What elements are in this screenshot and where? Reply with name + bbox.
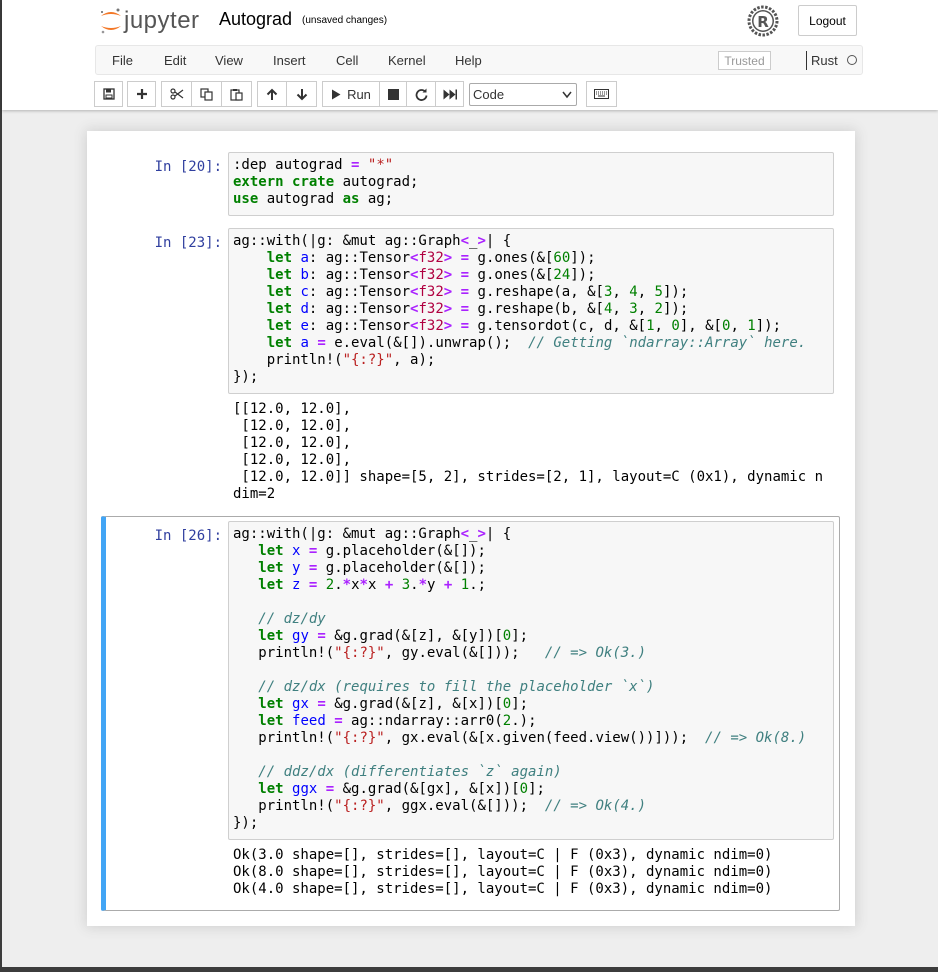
cell-2-prompt: In [23]: xyxy=(154,235,222,251)
cut-icon xyxy=(170,88,184,100)
command-palette-button[interactable] xyxy=(586,81,617,107)
save-button[interactable] xyxy=(94,81,123,107)
cut-button[interactable] xyxy=(161,81,192,107)
menu-edit[interactable]: Edit xyxy=(164,53,187,68)
menu-cell[interactable]: Cell xyxy=(336,53,359,68)
save-icon xyxy=(103,88,115,100)
notebook-title[interactable]: Autograd xyxy=(219,9,293,29)
menu-insert[interactable]: Insert xyxy=(273,53,306,68)
move-up-button[interactable] xyxy=(257,81,287,107)
run-label: Run xyxy=(347,86,371,102)
menu-kernel[interactable]: Kernel xyxy=(388,53,426,68)
jupyter-logo-icon xyxy=(98,6,124,36)
menu-file[interactable]: File xyxy=(112,53,133,68)
cell-3-prompt: In [26]: xyxy=(154,528,222,544)
cell-2-output: [[12.0, 12.0], [12.0, 12.0], [12.0, 12.0], [12.0, 12.0], [12.0, 12.0]] shape=[5, 2], strides=[2, 1], layout=C (0x1), dynamic n dim=2 xyxy=(233,401,824,502)
kernel-separator xyxy=(806,51,807,70)
kernel-idle-icon xyxy=(847,55,857,65)
play-icon xyxy=(331,89,341,100)
cell-2-editor[interactable] xyxy=(228,228,834,394)
jupyter-logo[interactable] xyxy=(98,4,200,38)
cell-3-editor[interactable] xyxy=(228,521,834,840)
fast-forward-icon xyxy=(443,89,457,100)
paste-button[interactable] xyxy=(221,81,252,107)
restart-button[interactable] xyxy=(406,81,436,107)
cell-type-select[interactable] xyxy=(469,83,577,106)
jupyter-logo-text: jupyter xyxy=(124,7,200,34)
restart-icon xyxy=(415,88,428,101)
kernel-name[interactable]: Rust xyxy=(811,53,838,68)
arrow-down-icon xyxy=(296,88,308,101)
cell-1-source[interactable]: :dep autograd = "*" extern crate autograd; use autograd as ag; xyxy=(233,157,419,207)
cell-3-output: Ok(3.0 shape=[], strides=[], layout=C | F (0x3), dynamic ndim=0) Ok(8.0 shape=[], strides=[], layout=C | F (0x3), dynamic ndim=0) Ok(4.0 shape=[], strides=[], layout=C | F (0x3), dynamic ndim=0) xyxy=(233,847,773,897)
cell-1-editor[interactable] xyxy=(228,152,834,216)
insert-cell-button[interactable] xyxy=(127,81,156,107)
window-bottom-edge xyxy=(0,967,938,972)
plus-icon xyxy=(136,88,148,100)
trusted-indicator[interactable]: Trusted xyxy=(718,51,771,70)
copy-icon xyxy=(200,88,213,101)
move-down-button[interactable] xyxy=(286,81,317,107)
keyboard-icon xyxy=(594,89,609,99)
run-button[interactable] xyxy=(322,81,380,107)
logout-button[interactable]: Logout xyxy=(798,5,857,36)
copy-button[interactable] xyxy=(191,81,222,107)
chevron-down-icon xyxy=(562,88,572,102)
menu-help[interactable]: Help xyxy=(455,53,482,68)
cell-type-value: Code xyxy=(473,87,505,102)
interrupt-button[interactable] xyxy=(379,81,407,107)
paste-icon xyxy=(230,88,243,101)
arrow-up-icon xyxy=(266,88,278,101)
cell-2-source[interactable]: ag::with(|g: &mut ag::Graph<_>| { let a: ag::Tensor<f32> = g.ones(&[60]); let b: ag::Tensor<f32> = g.ones(&[24]); let c: ag::Tensor<f32> = g.reshape(a, &[3, 4, 5]); let d: ag::Tensor<f32> = g.reshape(b, &[4, 3, 2]); let e: ag::Tensor<f32> = g.tensordot(c, d, &[1, 0], &[0, 1]); let a = e.eval(&[]).unwrap(); // Getting `ndarray::Array` here. println!("{:?}", a); }); xyxy=(233,233,807,385)
menu-view[interactable]: View xyxy=(215,53,243,68)
save-status: (unsaved changes) xyxy=(302,15,388,26)
menu-bar xyxy=(95,45,863,75)
window-left-edge xyxy=(0,0,2,972)
cell-1-prompt: In [20]: xyxy=(154,159,222,175)
svg-text:R: R xyxy=(757,13,769,31)
rust-logo-icon xyxy=(747,5,779,37)
stop-icon xyxy=(388,89,399,100)
cell-3-source[interactable]: ag::with(|g: &mut ag::Graph<_>| { let x = g.placeholder(&[]); let y = g.placeholder(&[]); let z = 2.*x*x + 3.*y + 1.; // dz/dy let gy = &g.grad(&[z], &[y])[0]; println!("{:?}", gy.eval(&[])); // => Ok(3.) // dz/dx (requires to fill the placeholder `x`) let gx = &g.grad(&[z], &[x])[0]; let feed = ag::ndarray::arr0(2.); println!("{:?}", gx.eval(&[x.given(feed.view())])); // => Ok(8.) // ddz/dx (differentiates `z` again) let ggx = &g.grad(&[gx], &[x])[0]; println!("{:?}", ggx.eval(&[])); // => Ok(4.) }); xyxy=(233,526,807,831)
restart-run-all-button[interactable] xyxy=(435,81,464,107)
